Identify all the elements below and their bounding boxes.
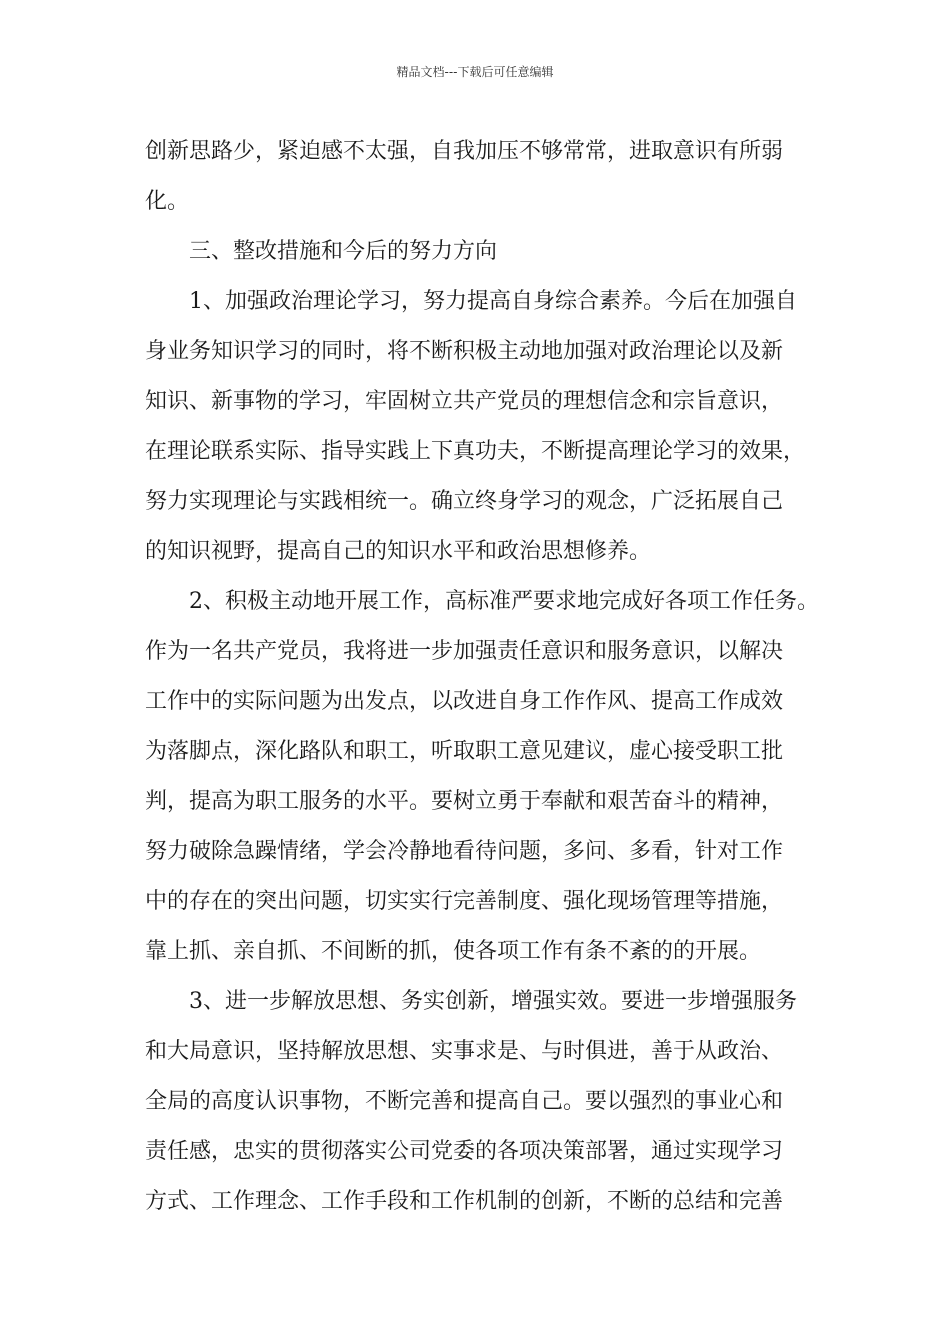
text-line: 方式、工作理念、工作手段和工作机制的创新，不断的总结和完善 xyxy=(145,1189,784,1214)
text-line: 2、积极主动地开展工作，高标准严要求地完成好各项工作任务。 xyxy=(189,589,819,614)
page-header: 精品文档---下载后可任意编辑 xyxy=(396,65,554,79)
text-line: 全局的高度认识事物，不断完善和提高自己。要以强烈的事业心和 xyxy=(145,1089,784,1114)
text-line: 作为一名共产党员，我将进一步加强责任意识和服务意识，以解决 xyxy=(145,639,784,664)
text-line: 责任感，忠实的贯彻落实公司党委的各项决策部署，通过实现学习 xyxy=(145,1139,784,1164)
text-line: 努力破除急躁情绪，学会冷静地看待问题，多问、多看，针对工作 xyxy=(145,839,784,864)
text-line: 靠上抓、亲自抓、不间断的抓，使各项工作有条不紊的的开展。 xyxy=(145,939,762,964)
text-line: 3、进一步解放思想、务实创新，增强实效。要进一步增强服务 xyxy=(189,989,797,1014)
text-line: 和大局意识，坚持解放思想、实事求是、与时俱进，善于从政治、 xyxy=(145,1039,784,1064)
section-heading: 三、整改措施和今后的努力方向 xyxy=(189,239,498,264)
text-line: 中的存在的突出问题，切实实行完善制度、强化现场管理等措施， xyxy=(145,889,784,914)
text-line: 创新思路少，紧迫感不太强，自我加压不够常常，进取意识有所弱 xyxy=(145,139,784,164)
text-line: 的知识视野，提高自己的知识水平和政治思想修养。 xyxy=(145,539,652,564)
text-line: 判，提高为职工服务的水平。要树立勇于奉献和艰苦奋斗的精神， xyxy=(145,789,784,814)
text-line: 化。 xyxy=(145,189,190,214)
text-line: 为落脚点，深化路队和职工，听取职工意见建议，虚心接受职工批 xyxy=(145,739,784,764)
text-line: 在理论联系实际、指导实践上下真功夫，不断提高理论学习的效果， xyxy=(145,439,806,464)
text-line: 1、加强政治理论学习，努力提高自身综合素养。今后在加强自 xyxy=(189,289,797,314)
text-line: 知识、新事物的学习，牢固树立共产党员的理想信念和宗旨意识， xyxy=(145,389,784,414)
text-line: 工作中的实际问题为出发点，以改进自身工作作风、提高工作成效 xyxy=(145,689,784,714)
text-line: 身业务知识学习的同时，将不断积极主动地加强对政治理论以及新 xyxy=(145,339,784,364)
text-line: 努力实现理论与实践相统一。确立终身学习的观念，广泛拓展自己 xyxy=(145,489,784,514)
